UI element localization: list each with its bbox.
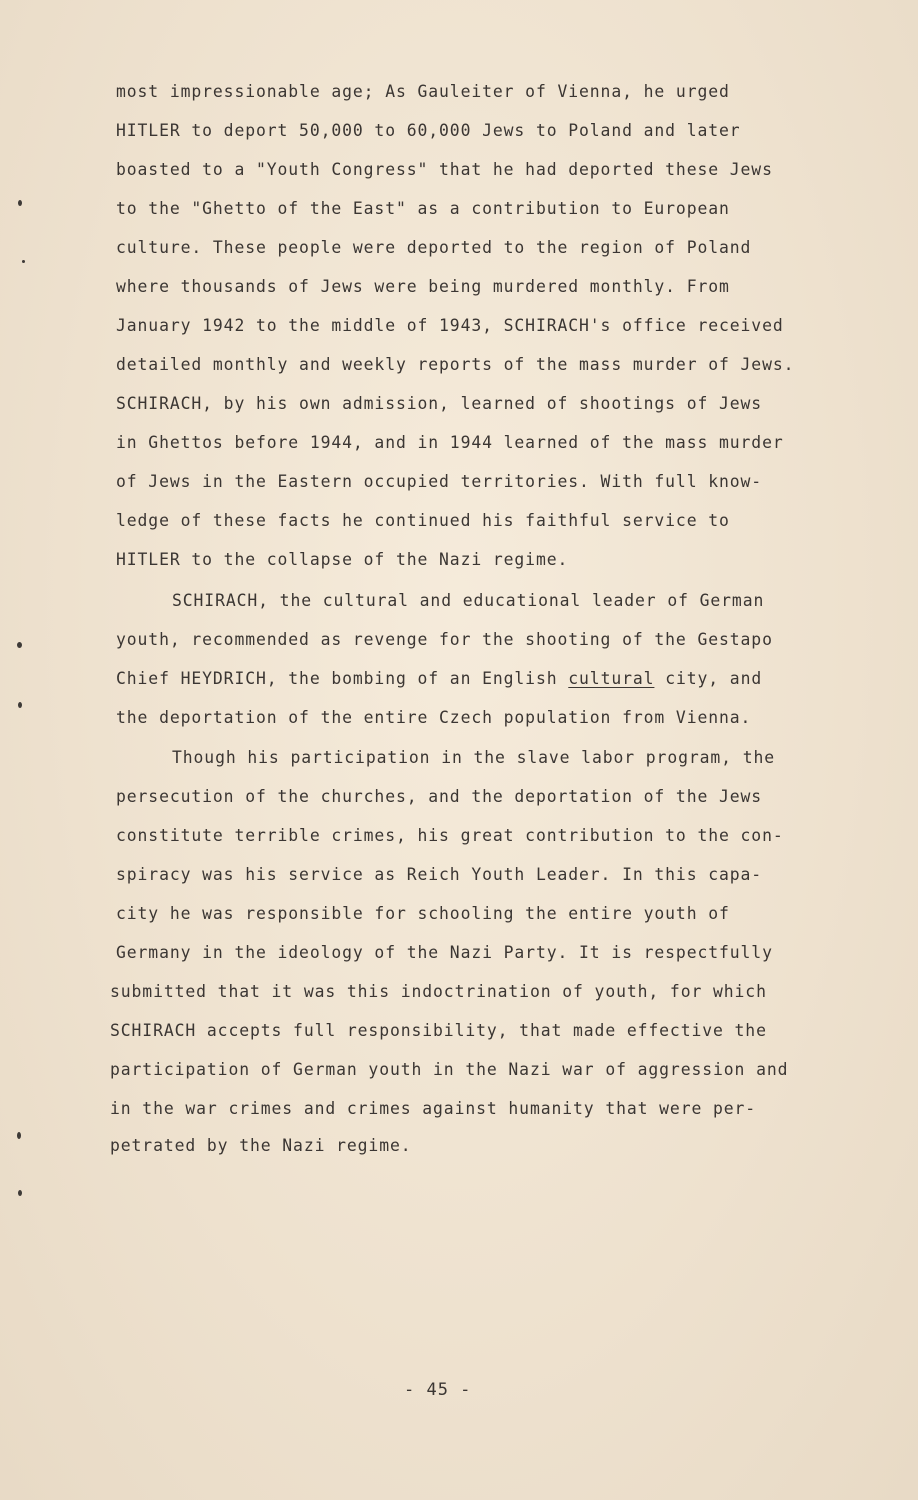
text-segment: Chief HEYDRICH, the bombing of an English: [116, 669, 569, 688]
text-line: the deportation of the entire Czech population from Vienna.: [116, 708, 752, 727]
margin-mark: [18, 702, 22, 708]
text-line: persecution of the churches, and the deportation of the Jews: [116, 787, 763, 806]
text-line: boasted to a "Youth Congress" that he had deported these Jews: [116, 160, 773, 179]
text-line: detailed monthly and weekly reports of the mass murder of Jews.: [116, 355, 795, 374]
text-line: most impressionable age; As Gauleiter of Vienna, he urged: [116, 82, 730, 101]
text-line: to the "Ghetto of the East" as a contribution to European: [116, 199, 730, 218]
text-line: petrated by the Nazi regime.: [110, 1136, 412, 1155]
underlined-word: cultural: [568, 669, 655, 688]
text-line: in Ghettos before 1944, and in 1944 learned of the mass murder: [116, 433, 784, 452]
text-line: culture. These people were deported to the region of Poland: [116, 238, 752, 257]
text-line: HITLER to the collapse of the Nazi regime.: [116, 550, 569, 569]
text-line: constitute terrible crimes, his great contribution to the con-: [116, 826, 784, 845]
margin-mark: [17, 642, 22, 648]
text-line: submitted that it was this indoctrination of youth, for which: [110, 982, 767, 1001]
text-line: participation of German youth in the Nazi war of aggression and: [110, 1060, 789, 1079]
text-line: January 1942 to the middle of 1943, SCHIRACH's office received: [116, 316, 784, 335]
margin-mark: [17, 1132, 21, 1139]
margin-mark: [18, 200, 22, 206]
text-line: where thousands of Jews were being murdered monthly. From: [116, 277, 730, 296]
text-line: SCHIRACH, the cultural and educational leader of German: [172, 591, 765, 610]
text-line: spiracy was his service as Reich Youth Leader. In this capa-: [116, 865, 763, 884]
text-line: in the war crimes and crimes against humanity that were per-: [110, 1099, 757, 1118]
margin-mark: [22, 260, 25, 263]
text-line: Germany in the ideology of the Nazi Party. It is respectfully: [116, 943, 773, 962]
margin-mark: [18, 1190, 22, 1196]
text-line: youth, recommended as revenge for the shooting of the Gestapo: [116, 630, 773, 649]
text-line: Though his participation in the slave labor program, the: [172, 748, 776, 767]
page-number: - 45 -: [404, 1380, 472, 1400]
text-line: [116, 669, 762, 689]
text-line: SCHIRACH, by his own admission, learned of shootings of Jews: [116, 394, 763, 413]
text-line: of Jews in the Eastern occupied territories. With full know-: [116, 472, 763, 491]
text-line: city he was responsible for schooling the entire youth of: [116, 904, 730, 923]
text-line: SCHIRACH accepts full responsibility, that made effective the: [110, 1021, 767, 1040]
text-line: HITLER to deport 50,000 to 60,000 Jews to Poland and later: [116, 121, 741, 140]
text-segment: city, and: [654, 669, 763, 688]
text-line: ledge of these facts he continued his faithful service to: [116, 511, 730, 530]
